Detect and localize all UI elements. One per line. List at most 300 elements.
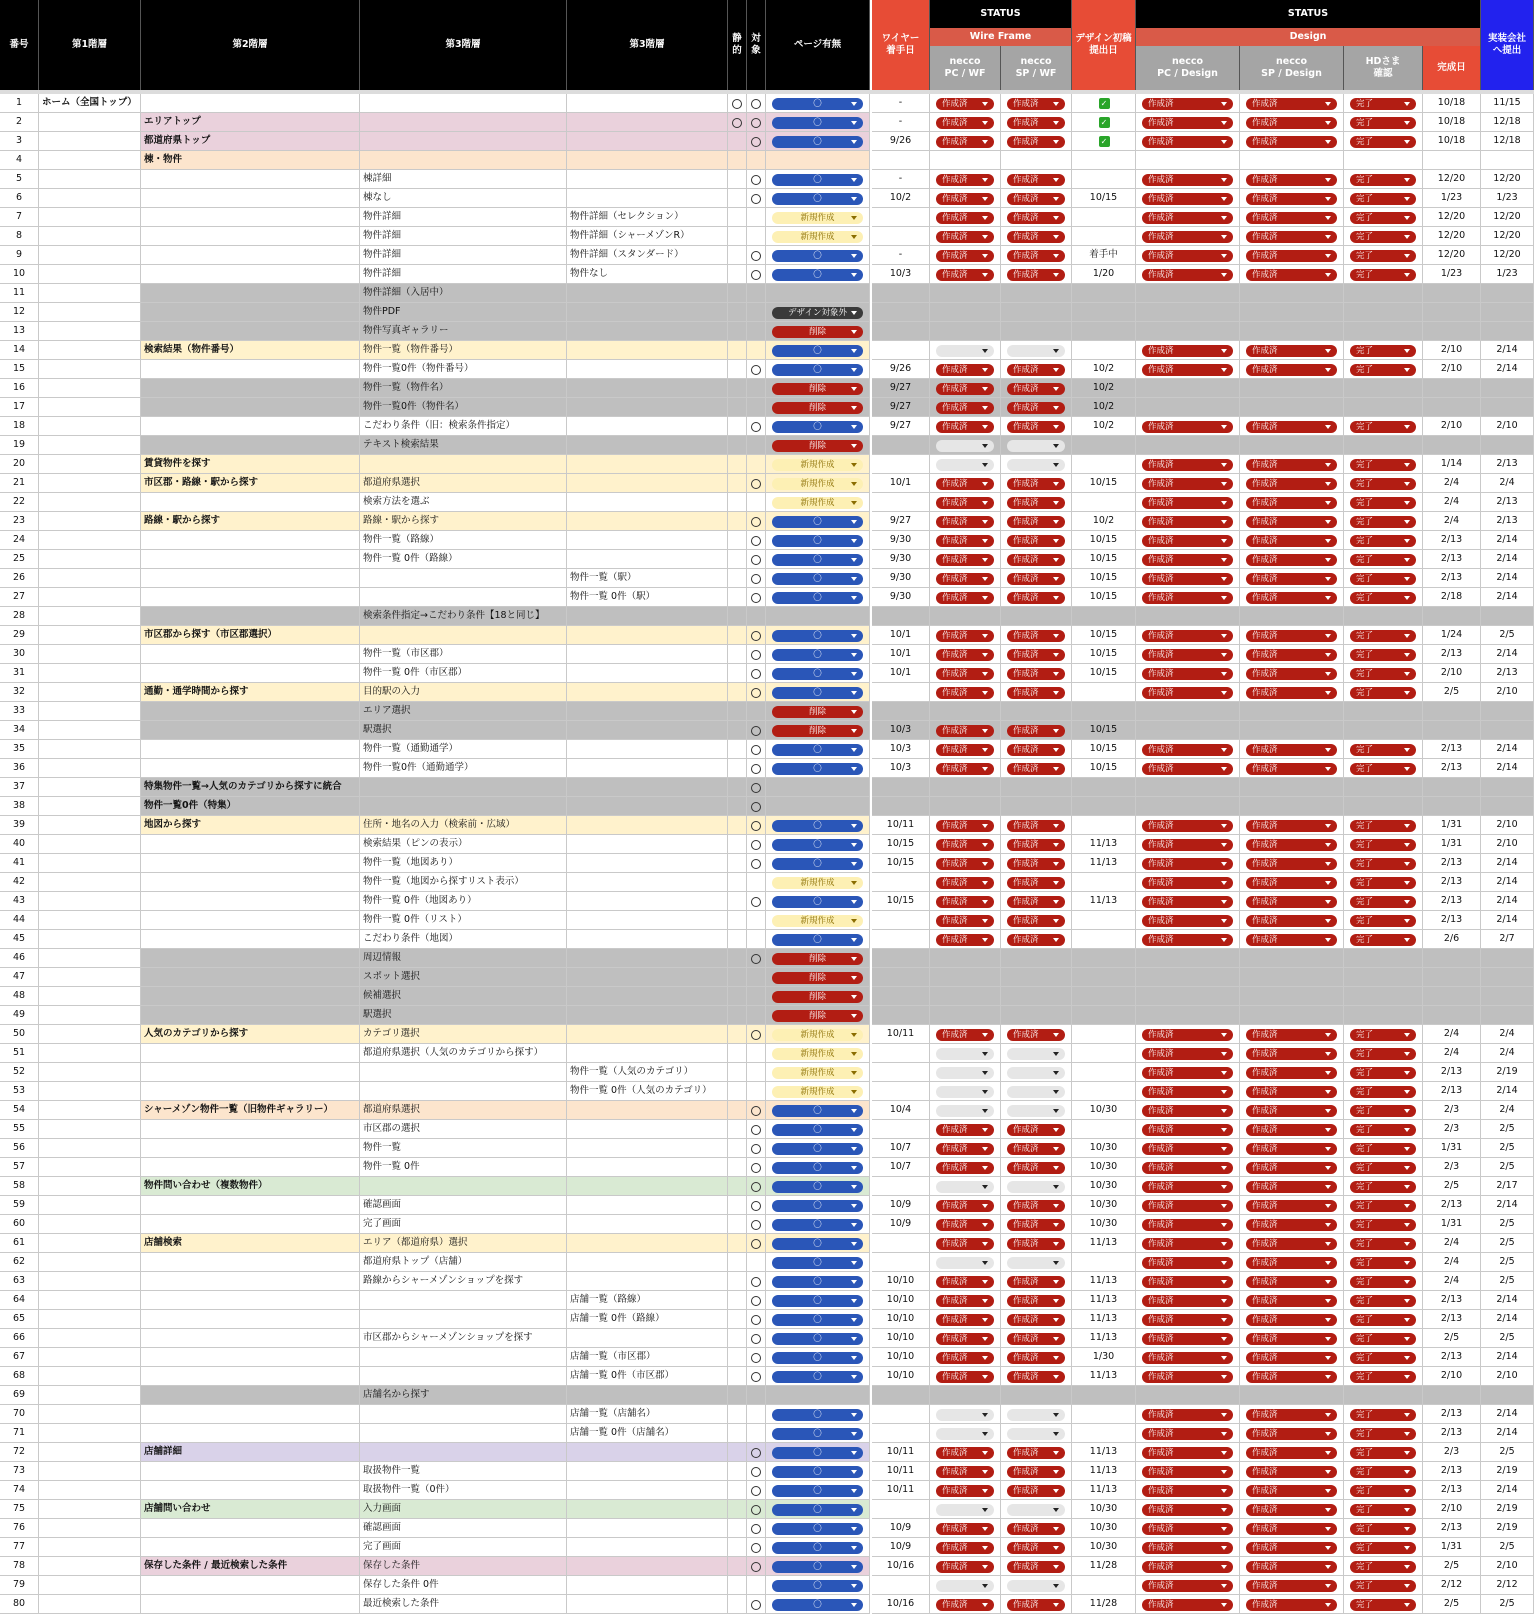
row-number[interactable]: 66 — [0, 1329, 39, 1348]
design-pc-status[interactable] — [1136, 1443, 1240, 1462]
page-select-chip[interactable]: 〇 — [772, 1466, 863, 1478]
wire-start-date[interactable] — [872, 1177, 930, 1196]
hd-check-status-chip[interactable]: 完了 — [1350, 1295, 1416, 1307]
design-pc-status-chip[interactable]: 作成済 — [1142, 1124, 1233, 1136]
wf-pc-status[interactable] — [930, 892, 1001, 911]
design-pc-status-chip[interactable]: 作成済 — [1142, 649, 1233, 661]
design-pc-status[interactable] — [1136, 1177, 1240, 1196]
design-submit-date[interactable]: 10/15 — [1072, 645, 1136, 664]
wf-pc-status[interactable] — [930, 683, 1001, 702]
design-sp-status-chip[interactable]: 作成済 — [1246, 1048, 1337, 1060]
level3b-label[interactable] — [567, 854, 728, 873]
hd-check-status-chip[interactable]: 完了 — [1350, 497, 1416, 509]
row-number[interactable]: 4 — [0, 151, 39, 170]
level2-label[interactable] — [141, 303, 360, 322]
design-sp-status-chip[interactable]: 作成済 — [1246, 1504, 1337, 1516]
design-submit-date[interactable] — [1072, 227, 1136, 246]
impl-submit-date[interactable]: 2/14 — [1481, 550, 1534, 569]
page-select-chip[interactable]: 〇 — [772, 573, 863, 585]
design-sp-status-chip[interactable]: 作成済 — [1246, 1257, 1337, 1269]
level3b-label[interactable] — [567, 284, 728, 303]
wf-status-chip[interactable]: 作成済 — [1007, 877, 1065, 889]
page-select-chip[interactable]: 〇 — [772, 98, 863, 110]
level3b-label[interactable] — [567, 189, 728, 208]
wire-start-date[interactable] — [872, 1500, 930, 1519]
page-select[interactable] — [766, 1386, 870, 1405]
impl-submit-date[interactable]: 12/18 — [1481, 132, 1534, 151]
wf-status-chip[interactable]: 作成済 — [1007, 212, 1065, 224]
row-number[interactable]: 68 — [0, 1367, 39, 1386]
target-flag[interactable] — [747, 645, 766, 664]
wf-status-chip[interactable]: 作成済 — [1007, 1542, 1065, 1554]
wf-status-chip[interactable]: 作成済 — [1007, 535, 1065, 547]
page-select-chip[interactable]: 〇 — [772, 1371, 863, 1383]
impl-submit-date[interactable] — [1481, 284, 1534, 303]
wf-pc-status[interactable] — [930, 360, 1001, 379]
design-sp-status[interactable] — [1240, 835, 1344, 854]
wire-start-date[interactable]: 10/15 — [872, 835, 930, 854]
target-flag[interactable] — [747, 1348, 766, 1367]
hd-check-status-chip[interactable]: 完了 — [1350, 1542, 1416, 1554]
design-pc-status[interactable] — [1136, 322, 1240, 341]
wf-status-chip-empty[interactable] — [936, 345, 994, 357]
wire-start-date[interactable]: - — [872, 113, 930, 132]
hd-check-status-chip[interactable]: 完了 — [1350, 1181, 1416, 1193]
target-flag[interactable] — [747, 246, 766, 265]
page-select[interactable] — [766, 683, 870, 702]
wire-start-date[interactable] — [872, 702, 930, 721]
done-date[interactable]: 2/13 — [1423, 1481, 1481, 1500]
level2-label[interactable] — [141, 436, 360, 455]
design-pc-status[interactable] — [1136, 1481, 1240, 1500]
page-select[interactable] — [766, 987, 870, 1006]
wf-status-chip[interactable]: 作成済 — [1007, 915, 1065, 927]
wf-status-chip[interactable]: 作成済 — [936, 516, 994, 528]
level3a-label[interactable]: 物件一覧（地図から探すリスト表示） — [360, 873, 567, 892]
static-flag[interactable] — [728, 531, 747, 550]
level1-label[interactable] — [39, 1329, 141, 1348]
wire-start-date[interactable]: 9/26 — [872, 132, 930, 151]
level3a-label[interactable] — [360, 797, 567, 816]
page-select-chip[interactable]: 新規作成 — [772, 212, 863, 224]
wire-start-date[interactable] — [872, 778, 930, 797]
wf-pc-status[interactable] — [930, 854, 1001, 873]
impl-submit-date[interactable]: 2/14 — [1481, 1424, 1534, 1443]
page-select[interactable] — [766, 721, 870, 740]
page-select[interactable] — [766, 1253, 870, 1272]
row-number[interactable]: 53 — [0, 1082, 39, 1101]
static-flag[interactable] — [728, 1367, 747, 1386]
design-pc-status-chip[interactable]: 作成済 — [1142, 497, 1233, 509]
impl-submit-date[interactable]: 2/5 — [1481, 1253, 1534, 1272]
impl-submit-date[interactable] — [1481, 379, 1534, 398]
page-select[interactable] — [766, 531, 870, 550]
design-pc-status[interactable] — [1136, 170, 1240, 189]
hd-check-status[interactable] — [1344, 1063, 1423, 1082]
impl-submit-date[interactable]: 12/20 — [1481, 227, 1534, 246]
wf-status-chip[interactable]: 作成済 — [1007, 174, 1065, 186]
design-pc-status[interactable] — [1136, 854, 1240, 873]
static-flag[interactable] — [728, 208, 747, 227]
target-flag[interactable] — [747, 398, 766, 417]
hd-check-status[interactable] — [1344, 455, 1423, 474]
done-date[interactable]: 1/31 — [1423, 1139, 1481, 1158]
page-select[interactable] — [766, 1044, 870, 1063]
static-flag[interactable] — [728, 873, 747, 892]
page-select-chip[interactable]: 〇 — [772, 744, 863, 756]
row-number[interactable]: 46 — [0, 949, 39, 968]
level2-label[interactable] — [141, 1196, 360, 1215]
wf-pc-status[interactable] — [930, 1196, 1001, 1215]
design-pc-status[interactable] — [1136, 1025, 1240, 1044]
target-flag[interactable] — [747, 1215, 766, 1234]
level1-label[interactable] — [39, 170, 141, 189]
wf-status-chip-empty[interactable] — [1007, 1428, 1065, 1440]
wf-status-chip[interactable]: 作成済 — [936, 934, 994, 946]
static-flag[interactable] — [728, 493, 747, 512]
page-select-chip[interactable]: 〇 — [772, 269, 863, 281]
design-pc-status[interactable] — [1136, 645, 1240, 664]
hd-check-status[interactable] — [1344, 417, 1423, 436]
level3a-label[interactable]: 目的駅の入力 — [360, 683, 567, 702]
page-select-chip[interactable]: 〇 — [772, 820, 863, 832]
level1-label[interactable] — [39, 911, 141, 930]
hd-check-status[interactable] — [1344, 930, 1423, 949]
done-date[interactable]: 1/31 — [1423, 1538, 1481, 1557]
level2-label[interactable] — [141, 1367, 360, 1386]
page-select[interactable] — [766, 1329, 870, 1348]
row-number[interactable]: 55 — [0, 1120, 39, 1139]
wf-sp-status[interactable] — [1001, 1386, 1072, 1405]
level3a-label[interactable]: こだわり条件（旧：検索条件指定） — [360, 417, 567, 436]
design-sp-status-chip[interactable]: 作成済 — [1246, 687, 1337, 699]
wf-sp-status[interactable] — [1001, 1557, 1072, 1576]
wire-start-date[interactable] — [872, 1405, 930, 1424]
impl-submit-date[interactable]: 2/14 — [1481, 1310, 1534, 1329]
page-select-chip[interactable]: 〇 — [772, 1523, 863, 1535]
design-pc-status[interactable] — [1136, 1120, 1240, 1139]
done-date[interactable]: 1/23 — [1423, 265, 1481, 284]
design-sp-status-chip[interactable]: 作成済 — [1246, 649, 1337, 661]
impl-submit-date[interactable]: 2/14 — [1481, 360, 1534, 379]
level3b-label[interactable] — [567, 341, 728, 360]
wf-status-chip[interactable]: 作成済 — [936, 364, 994, 376]
wf-sp-status[interactable] — [1001, 417, 1072, 436]
wf-status-chip[interactable]: 作成済 — [1007, 269, 1065, 281]
target-flag[interactable] — [747, 360, 766, 379]
wf-status-chip-empty[interactable] — [936, 1105, 994, 1117]
static-flag[interactable] — [728, 113, 747, 132]
design-sp-status-chip[interactable]: 作成済 — [1246, 668, 1337, 680]
hd-check-status-chip[interactable]: 完了 — [1350, 174, 1416, 186]
hd-check-status-chip[interactable]: 完了 — [1350, 345, 1416, 357]
page-select[interactable] — [766, 1424, 870, 1443]
design-sp-status[interactable] — [1240, 645, 1344, 664]
impl-submit-date[interactable]: 2/5 — [1481, 626, 1534, 645]
hd-check-status[interactable] — [1344, 873, 1423, 892]
level2-label[interactable]: 棟・物件 — [141, 151, 360, 170]
wf-pc-status[interactable] — [930, 1101, 1001, 1120]
level3b-label[interactable] — [567, 949, 728, 968]
page-select[interactable] — [766, 1006, 870, 1025]
design-pc-status[interactable] — [1136, 132, 1240, 151]
design-submit-date[interactable]: 10/15 — [1072, 550, 1136, 569]
impl-submit-date[interactable]: 2/19 — [1481, 1462, 1534, 1481]
design-sp-status-chip[interactable]: 作成済 — [1246, 877, 1337, 889]
page-select-chip[interactable]: 削除 — [772, 991, 863, 1003]
design-pc-status[interactable] — [1136, 683, 1240, 702]
wf-sp-status[interactable] — [1001, 189, 1072, 208]
design-pc-status[interactable] — [1136, 1557, 1240, 1576]
level1-label[interactable] — [39, 1063, 141, 1082]
page-select[interactable] — [766, 645, 870, 664]
level2-label[interactable] — [141, 911, 360, 930]
level1-label[interactable] — [39, 626, 141, 645]
hd-check-status-chip[interactable]: 完了 — [1350, 459, 1416, 471]
design-sp-status[interactable] — [1240, 1044, 1344, 1063]
design-submit-date[interactable]: 10/30 — [1072, 1500, 1136, 1519]
level3b-label[interactable] — [567, 797, 728, 816]
done-date[interactable]: 2/4 — [1423, 474, 1481, 493]
impl-submit-date[interactable]: 2/12 — [1481, 1576, 1534, 1595]
design-pc-status[interactable] — [1136, 911, 1240, 930]
level3b-label[interactable] — [567, 1139, 728, 1158]
wf-status-chip[interactable]: 作成済 — [1007, 649, 1065, 661]
level2-label[interactable] — [141, 607, 360, 626]
level3b-label[interactable] — [567, 1006, 728, 1025]
design-sp-status[interactable] — [1240, 816, 1344, 835]
static-flag[interactable] — [728, 227, 747, 246]
hd-check-status[interactable] — [1344, 1576, 1423, 1595]
page-select-chip[interactable]: 新規作成 — [772, 1067, 863, 1079]
row-number[interactable]: 50 — [0, 1025, 39, 1044]
done-date[interactable]: 2/13 — [1423, 740, 1481, 759]
level2-label[interactable] — [141, 569, 360, 588]
done-date[interactable]: 2/13 — [1423, 1291, 1481, 1310]
target-flag[interactable] — [747, 1253, 766, 1272]
wire-start-date[interactable] — [872, 455, 930, 474]
target-flag[interactable] — [747, 569, 766, 588]
page-select[interactable] — [766, 303, 870, 322]
impl-submit-date[interactable]: 2/4 — [1481, 1025, 1534, 1044]
wf-pc-status[interactable] — [930, 151, 1001, 170]
wf-pc-status[interactable] — [930, 1310, 1001, 1329]
page-select-chip[interactable]: 〇 — [772, 1352, 863, 1364]
static-flag[interactable] — [728, 1082, 747, 1101]
design-pc-status[interactable] — [1136, 1576, 1240, 1595]
hd-check-status[interactable] — [1344, 816, 1423, 835]
level1-label[interactable] — [39, 1025, 141, 1044]
level2-label[interactable]: 市区郡から探す（市区郡選択） — [141, 626, 360, 645]
wf-status-chip[interactable]: 作成済 — [1007, 1029, 1065, 1041]
design-sp-status[interactable] — [1240, 702, 1344, 721]
row-number[interactable]: 28 — [0, 607, 39, 626]
level2-label[interactable]: 都道府県トップ — [141, 132, 360, 151]
wire-start-date[interactable]: 10/1 — [872, 474, 930, 493]
level2-label[interactable]: 店舗問い合わせ — [141, 1500, 360, 1519]
design-submit-date[interactable]: 10/15 — [1072, 759, 1136, 778]
design-sp-status[interactable] — [1240, 1386, 1344, 1405]
page-select[interactable] — [766, 550, 870, 569]
impl-submit-date[interactable]: 2/4 — [1481, 474, 1534, 493]
level3a-label[interactable] — [360, 1177, 567, 1196]
target-flag[interactable] — [747, 151, 766, 170]
impl-submit-date[interactable]: 2/5 — [1481, 1139, 1534, 1158]
wf-sp-status[interactable] — [1001, 436, 1072, 455]
level3a-label[interactable]: 周辺情報 — [360, 949, 567, 968]
design-pc-status-chip[interactable]: 作成済 — [1142, 1466, 1233, 1478]
target-flag[interactable] — [747, 664, 766, 683]
done-date[interactable] — [1423, 987, 1481, 1006]
wf-pc-status[interactable] — [930, 436, 1001, 455]
level3a-label[interactable]: 物件一覧0件（物件番号） — [360, 360, 567, 379]
design-submit-date[interactable] — [1072, 873, 1136, 892]
wire-start-date[interactable]: 10/2 — [872, 189, 930, 208]
wire-start-date[interactable] — [872, 303, 930, 322]
design-pc-status-chip[interactable]: 作成済 — [1142, 763, 1233, 775]
level3b-label[interactable] — [567, 683, 728, 702]
level2-label[interactable] — [141, 417, 360, 436]
design-submit-date[interactable]: 10/2 — [1072, 360, 1136, 379]
design-pc-status[interactable] — [1136, 360, 1240, 379]
hd-check-status[interactable] — [1344, 151, 1423, 170]
wf-pc-status[interactable] — [930, 1367, 1001, 1386]
done-date[interactable]: 10/18 — [1423, 113, 1481, 132]
level1-label[interactable] — [39, 512, 141, 531]
page-select-chip[interactable]: 〇 — [772, 687, 863, 699]
level3a-label[interactable]: エリア（都道府県）選択 — [360, 1234, 567, 1253]
hd-check-status[interactable] — [1344, 1443, 1423, 1462]
wf-pc-status[interactable] — [930, 1025, 1001, 1044]
impl-submit-date[interactable] — [1481, 303, 1534, 322]
wf-status-chip[interactable]: 作成済 — [1007, 1333, 1065, 1345]
design-submit-date[interactable]: 10/15 — [1072, 531, 1136, 550]
level3a-label[interactable]: 棟なし — [360, 189, 567, 208]
impl-submit-date[interactable]: 2/13 — [1481, 493, 1534, 512]
hd-check-status[interactable] — [1344, 265, 1423, 284]
level2-label[interactable] — [141, 531, 360, 550]
target-flag[interactable] — [747, 1234, 766, 1253]
wf-status-chip[interactable]: 作成済 — [1007, 1143, 1065, 1155]
level3b-label[interactable] — [567, 512, 728, 531]
level3a-label[interactable]: 保存した条件 — [360, 1557, 567, 1576]
level3a-label[interactable]: 都道府県トップ（店舗） — [360, 1253, 567, 1272]
page-select[interactable] — [766, 1481, 870, 1500]
wire-start-date[interactable]: 10/9 — [872, 1519, 930, 1538]
design-submit-date[interactable] — [1072, 607, 1136, 626]
wf-pc-status[interactable] — [930, 626, 1001, 645]
level3a-label[interactable] — [360, 1291, 567, 1310]
design-submit-date[interactable]: 11/28 — [1072, 1557, 1136, 1576]
static-flag[interactable] — [728, 987, 747, 1006]
design-submit-date[interactable] — [1072, 322, 1136, 341]
hd-check-status[interactable] — [1344, 1101, 1423, 1120]
wf-status-chip[interactable]: 作成済 — [936, 402, 994, 414]
design-sp-status-chip[interactable]: 作成済 — [1246, 1599, 1337, 1611]
row-number[interactable]: 36 — [0, 759, 39, 778]
page-select-chip[interactable]: 削除 — [772, 706, 863, 718]
done-date[interactable]: 2/4 — [1423, 1044, 1481, 1063]
design-sp-status[interactable] — [1240, 892, 1344, 911]
wf-status-chip[interactable]: 作成済 — [936, 193, 994, 205]
design-sp-status-chip[interactable]: 作成済 — [1246, 1276, 1337, 1288]
level1-label[interactable] — [39, 1462, 141, 1481]
impl-submit-date[interactable]: 2/14 — [1481, 569, 1534, 588]
done-date[interactable]: 2/3 — [1423, 1120, 1481, 1139]
design-sp-status[interactable] — [1240, 987, 1344, 1006]
design-pc-status-chip[interactable]: 作成済 — [1142, 1238, 1233, 1250]
design-sp-status-chip[interactable]: 作成済 — [1246, 1466, 1337, 1478]
static-flag[interactable] — [728, 1215, 747, 1234]
wf-status-chip[interactable]: 作成済 — [936, 668, 994, 680]
wf-status-chip[interactable]: 作成済 — [936, 839, 994, 851]
page-select-chip[interactable]: 〇 — [772, 630, 863, 642]
level1-label[interactable] — [39, 683, 141, 702]
static-flag[interactable] — [728, 1158, 747, 1177]
wf-pc-status[interactable] — [930, 987, 1001, 1006]
wire-start-date[interactable] — [872, 208, 930, 227]
target-flag[interactable] — [747, 1310, 766, 1329]
wf-status-chip[interactable]: 作成済 — [1007, 364, 1065, 376]
header-target[interactable]: 対 象 — [747, 0, 766, 90]
design-submit-date[interactable]: 10/15 — [1072, 664, 1136, 683]
wf-sp-status[interactable] — [1001, 1025, 1072, 1044]
design-submit-date[interactable] — [1072, 1405, 1136, 1424]
done-date[interactable]: 1/23 — [1423, 189, 1481, 208]
wf-status-chip[interactable]: 作成済 — [936, 1314, 994, 1326]
design-pc-status[interactable] — [1136, 987, 1240, 1006]
level3a-label[interactable]: 入力画面 — [360, 1500, 567, 1519]
design-submit-date[interactable]: 10/30 — [1072, 1196, 1136, 1215]
hd-check-status[interactable] — [1344, 436, 1423, 455]
wf-status-chip[interactable]: 作成済 — [1007, 573, 1065, 585]
level3a-label[interactable]: 住所・地名の入力（検索前・広域） — [360, 816, 567, 835]
target-flag[interactable] — [747, 303, 766, 322]
page-select-chip[interactable]: 削除 — [772, 440, 863, 452]
row-number[interactable]: 14 — [0, 341, 39, 360]
level3b-label[interactable] — [567, 968, 728, 987]
hd-check-status[interactable] — [1344, 1234, 1423, 1253]
page-select[interactable] — [766, 1177, 870, 1196]
wf-pc-status[interactable] — [930, 170, 1001, 189]
row-number[interactable]: 67 — [0, 1348, 39, 1367]
level3a-label[interactable]: 物件一覧（物件番号） — [360, 341, 567, 360]
wf-status-chip[interactable]: 作成済 — [936, 1276, 994, 1288]
level2-label[interactable]: 特集物件一覧→人気のカテゴリから探すに統合 — [141, 778, 360, 797]
level3b-label[interactable] — [567, 911, 728, 930]
design-pc-status-chip[interactable]: 作成済 — [1142, 839, 1233, 851]
done-date[interactable]: 12/20 — [1423, 170, 1481, 189]
wf-sp-status[interactable] — [1001, 1500, 1072, 1519]
target-flag[interactable] — [747, 740, 766, 759]
wf-pc-status[interactable] — [930, 1348, 1001, 1367]
wf-sp-status[interactable] — [1001, 1329, 1072, 1348]
design-pc-status[interactable] — [1136, 398, 1240, 417]
level1-label[interactable] — [39, 1557, 141, 1576]
wire-start-date[interactable]: 10/7 — [872, 1139, 930, 1158]
impl-submit-date[interactable]: 2/10 — [1481, 1367, 1534, 1386]
hd-check-status[interactable] — [1344, 949, 1423, 968]
static-flag[interactable] — [728, 170, 747, 189]
wf-pc-status[interactable] — [930, 1424, 1001, 1443]
design-pc-status-chip[interactable]: 作成済 — [1142, 535, 1233, 547]
wf-status-chip-empty[interactable] — [936, 1048, 994, 1060]
level3a-label[interactable]: エリア選択 — [360, 702, 567, 721]
wf-pc-status[interactable] — [930, 1272, 1001, 1291]
level3a-label[interactable]: 検索結果（ピンの表示） — [360, 835, 567, 854]
hd-check-status-chip[interactable]: 完了 — [1350, 896, 1416, 908]
level1-label[interactable] — [39, 930, 141, 949]
